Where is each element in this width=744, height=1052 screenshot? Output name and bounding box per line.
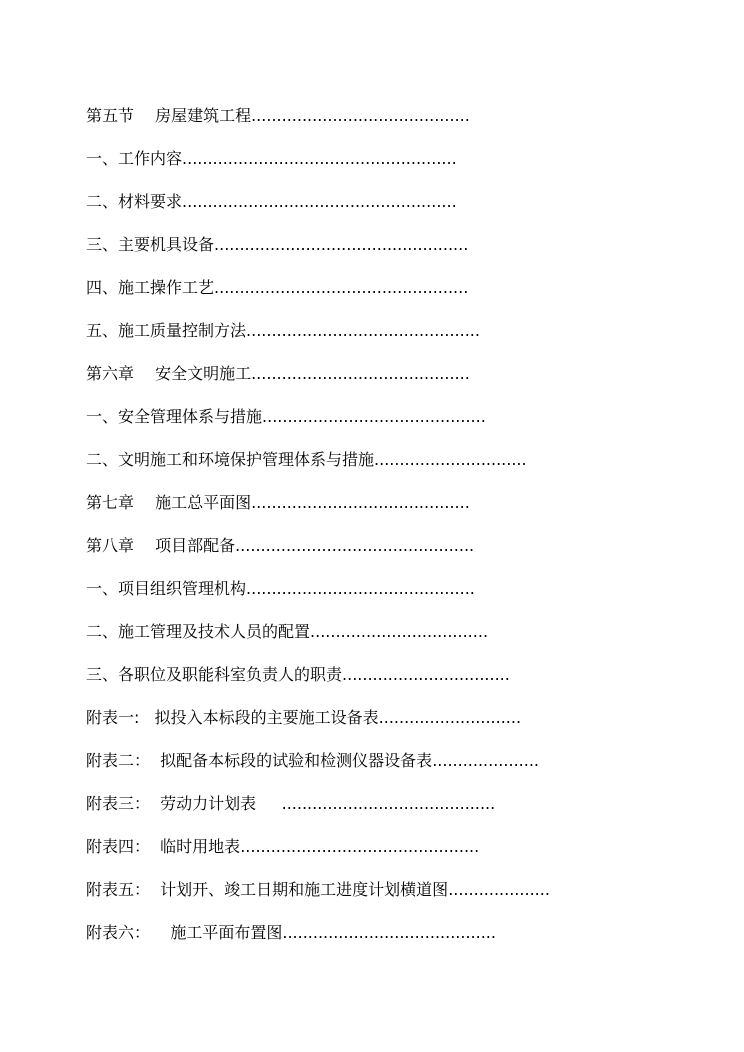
toc-entry-title: 二、施工管理及技术人员的配置	[86, 622, 311, 641]
toc-entry	[86, 449, 527, 471]
toc-entry-leader: .............................................	[246, 579, 475, 598]
toc-entry	[86, 836, 479, 858]
toc-entry-leader: ..............................	[374, 450, 527, 469]
toc-entry-leader: ..............................................	[246, 321, 480, 340]
toc-entry-leader: ..................................................	[214, 235, 469, 254]
toc-entry	[86, 148, 457, 170]
toc-entry-leader: .....................	[432, 751, 539, 770]
toc-entry-leader: ....................	[448, 880, 550, 899]
toc-entry-title: 二、文明施工和环境保护管理体系与措施	[86, 450, 375, 469]
toc-entry-title: 附表三： 劳动力计划表	[86, 794, 282, 813]
toc-entry-title: 一、项目组织管理机构	[86, 579, 247, 598]
toc-entry	[86, 234, 468, 256]
toc-entry	[86, 793, 495, 815]
toc-entry-title: 附表四： 临时用地表	[86, 837, 241, 856]
toc-entry-title: 三、各职位及职能科室负责人的职责	[86, 665, 343, 684]
toc-entry	[86, 922, 496, 944]
toc-entry	[86, 664, 510, 686]
toc-entry-leader: ..........................................	[281, 794, 496, 813]
toc-entry-leader: ............................................	[262, 407, 486, 426]
toc-entry-leader: ...........................................	[251, 493, 470, 512]
toc-entry-title: 二、材料要求	[86, 192, 183, 211]
toc-entry-leader: ......................................................	[182, 149, 457, 168]
toc-entry	[86, 707, 521, 729]
toc-entry	[86, 191, 457, 213]
toc-entry-title: 附表五： 计划开、竣工日期和施工进度计划横道图	[86, 880, 449, 899]
toc-entry-title: 附表一: 拟投入本标段的主要施工设备表	[86, 708, 379, 727]
toc-entry-title: 附表六： 施工平面布置图	[86, 923, 283, 942]
toc-entry-title: 第六章 安全文明施工	[86, 364, 252, 383]
toc-entry-leader: ...........................................	[251, 364, 470, 383]
toc-entry	[86, 277, 468, 299]
toc-entry-leader: ......................................................	[182, 192, 457, 211]
toc-entry-leader: ..........................................	[282, 923, 496, 942]
toc-entry-title: 第五节 房屋建筑工程	[86, 106, 252, 125]
toc-entry-title: 第八章 项目部配备	[86, 536, 236, 555]
toc-entry-title: 附表二： 拟配备本标段的试验和检测仪器设备表	[86, 751, 433, 770]
toc-entry	[86, 320, 480, 342]
toc-entry	[86, 363, 470, 385]
toc-entry	[86, 535, 474, 557]
toc-entry	[86, 492, 470, 514]
toc-entry	[86, 621, 488, 643]
toc-entry	[86, 406, 486, 428]
table-of-contents	[86, 0, 706, 1052]
toc-entry-title: 五、施工质量控制方法	[86, 321, 247, 340]
toc-entry-title: 一、工作内容	[86, 149, 183, 168]
toc-entry-leader: ..................................................	[214, 278, 469, 297]
toc-entry-leader: .................................	[342, 665, 510, 684]
toc-entry-title: 三、主要机具设备	[86, 235, 215, 254]
toc-entry-leader: ............................	[378, 708, 522, 727]
toc-entry	[86, 750, 539, 772]
toc-entry	[86, 105, 470, 127]
toc-entry	[86, 578, 475, 600]
toc-entry-title: 一、安全管理体系与措施	[86, 407, 263, 426]
toc-entry-leader: ...................................	[310, 622, 489, 641]
toc-entry-leader: ...............................................	[240, 837, 480, 856]
toc-entry-title: 四、施工操作工艺	[86, 278, 215, 297]
toc-entry-leader: ...............................................	[235, 536, 475, 555]
toc-entry-title: 第七章 施工总平面图	[86, 493, 252, 512]
toc-entry-leader: ...........................................	[251, 106, 470, 125]
toc-entry	[86, 879, 550, 901]
